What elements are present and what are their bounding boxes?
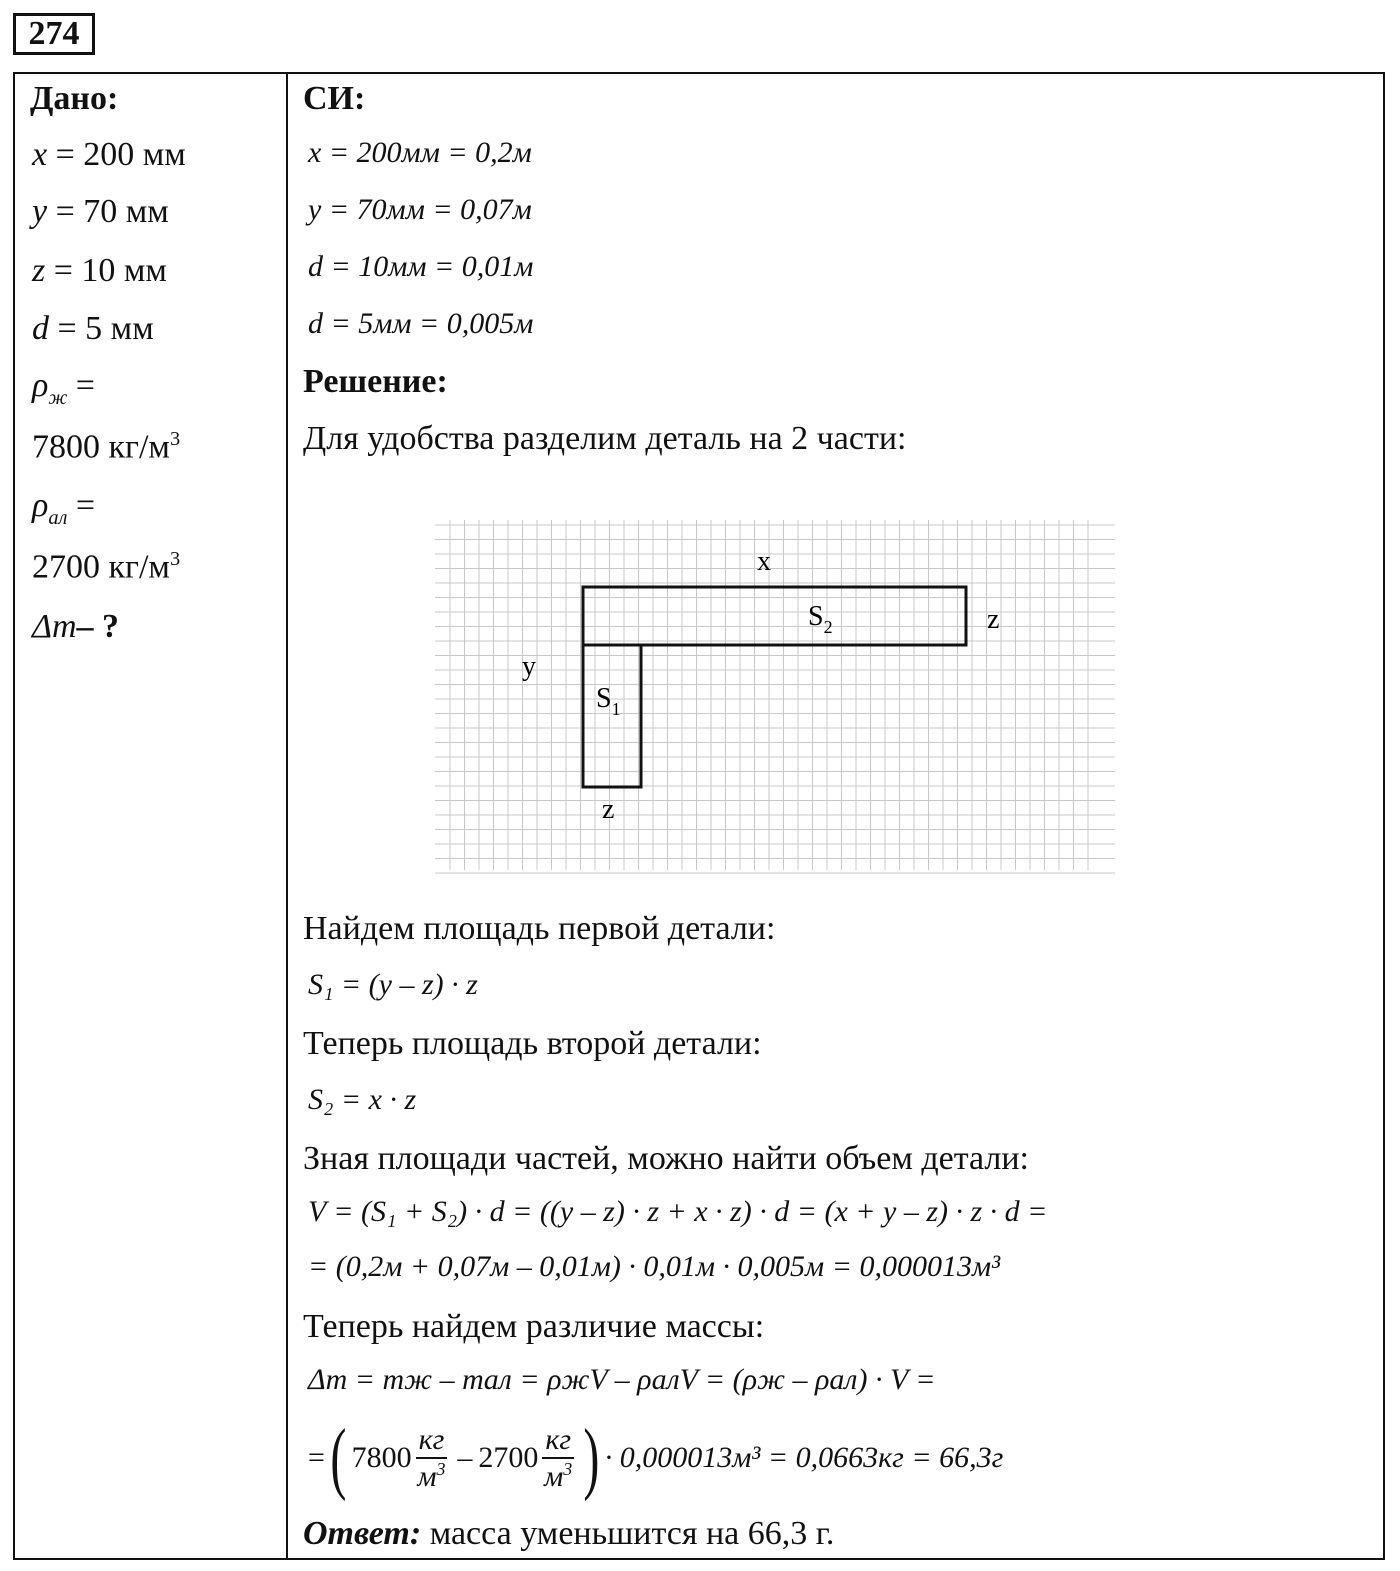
given-line: d = 5 мм xyxy=(32,310,154,347)
right-paren: ) xyxy=(583,1414,600,1502)
label-z-bottom: z xyxy=(602,794,615,825)
column-divider xyxy=(286,72,288,1560)
given-line: y = 70 мм xyxy=(32,193,169,230)
label-s2: $S_2$ xyxy=(808,601,833,637)
minus-sign: – xyxy=(457,1441,473,1474)
given-line: $\rho_ж$ = xyxy=(32,367,95,409)
part-diagram xyxy=(430,515,1120,890)
label-x: x xyxy=(757,546,771,577)
step4-text: Теперь найдем различие массы: xyxy=(303,1308,765,1345)
si-line-x: x = 200мм = 0,2м xyxy=(308,136,532,169)
solution-header: Решение: xyxy=(303,363,448,400)
problem-number: 274 xyxy=(13,13,95,55)
left-paren: ( xyxy=(330,1414,347,1502)
label-s1: $S_1$ xyxy=(596,683,621,719)
solution-intro: Для удобства разделим деталь на 2 части: xyxy=(303,420,907,457)
step2-text: Теперь площадь второй детали: xyxy=(303,1025,762,1062)
given-line: z = 10 мм xyxy=(32,252,167,289)
si-line-d: d = 5мм = 0,005м xyxy=(308,307,534,340)
given-line: 7800 $кг/м^3$ xyxy=(32,428,181,466)
si-line-z: d = 10мм = 0,01м xyxy=(308,250,534,283)
unit-sup-2: 3 xyxy=(563,1458,573,1479)
formula-s1: S₁ = (y – z) · z xyxy=(308,968,478,1001)
si-header: СИ: xyxy=(303,80,366,117)
density-aluminium: 2700 xyxy=(478,1441,539,1474)
unit-sup-1: 3 xyxy=(436,1458,446,1479)
si-line-y: y = 70мм = 0,07м xyxy=(308,193,532,226)
part-s2-rect xyxy=(583,587,966,645)
unit-num-2: кг xyxy=(542,1423,574,1459)
answer-line xyxy=(303,1515,834,1553)
answer-text: масса уменьшится на 66,3 г. xyxy=(421,1515,835,1552)
unit-den-2: м xyxy=(544,1459,564,1493)
given-line: $\rho_{ал}$ = xyxy=(32,487,96,529)
given-line: Δm– ? xyxy=(32,608,120,645)
unit-den-1: м xyxy=(417,1459,437,1493)
step3-text: Зная площади частей, можно найти объем детали: xyxy=(303,1140,1030,1177)
label-z-top: z xyxy=(987,604,1000,635)
given-line: 2700 $кг/м^3$ xyxy=(32,548,181,586)
answer-label: Ответ: xyxy=(303,1515,422,1552)
unit-fraction-2 xyxy=(542,1423,574,1494)
formula-mass-2 xyxy=(308,1414,1004,1502)
formula-mass-1: Δm = mж – mал = ρжV – ρалV = (ρж – ρал) · V = xyxy=(308,1363,936,1396)
equals-sign: = xyxy=(308,1441,325,1474)
formula-s2: S₂ = x · z xyxy=(308,1083,417,1116)
graph-paper-grid xyxy=(435,520,1115,873)
unit-num-1: кг xyxy=(416,1423,448,1459)
given-header: Дано: xyxy=(30,80,119,117)
density-steel: 7800 xyxy=(351,1441,412,1474)
formula-volume-2: = (0,2м + 0,07м – 0,01м) · 0,01м · 0,005м = 0,000013м³ xyxy=(308,1250,1001,1283)
label-y: y xyxy=(522,651,536,682)
mass-result: · 0,000013м³ = 0,0663кг = 66,3г xyxy=(604,1441,1004,1474)
formula-volume-1: V = (S₁ + S₂) · d = ((y – z) · z + x · z) · d = (x + y – z) · z · d = xyxy=(308,1195,1048,1228)
step1-text: Найдем площадь первой детали: xyxy=(303,910,776,947)
given-line: x = 200 мм xyxy=(32,136,186,173)
unit-fraction-1 xyxy=(416,1423,448,1494)
